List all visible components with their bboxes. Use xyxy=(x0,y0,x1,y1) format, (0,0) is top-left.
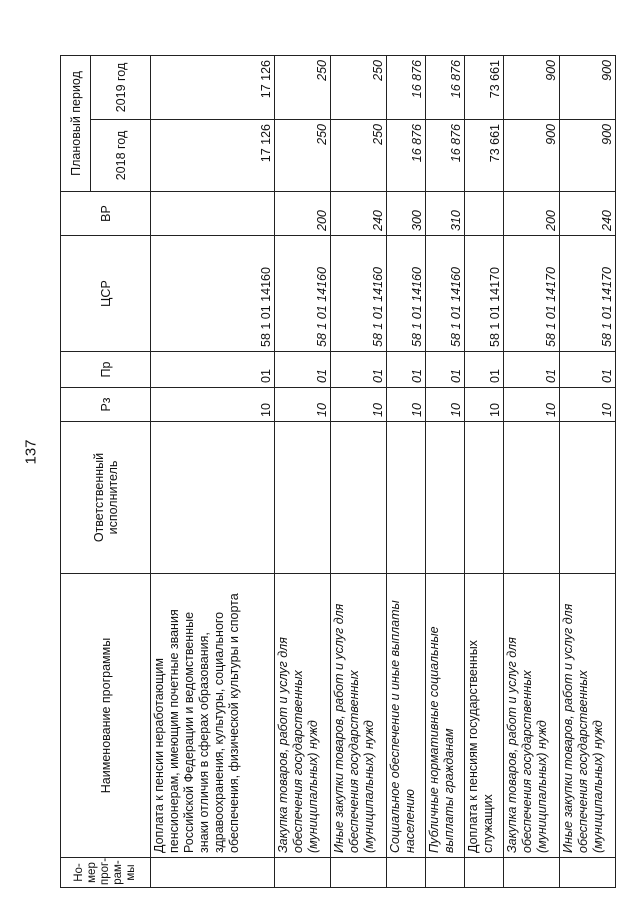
table-row xyxy=(464,55,503,887)
row-csr-cell: 58 1 01 14170 xyxy=(464,236,503,352)
row-vr-cell: 300 xyxy=(387,192,426,236)
row-number-cell xyxy=(464,858,503,888)
row-executor-cell xyxy=(331,422,387,574)
row-pr-cell: 01 xyxy=(387,352,426,388)
row-vr-cell: 310 xyxy=(426,192,465,236)
table-body xyxy=(151,55,616,887)
row-pr-cell: 01 xyxy=(503,352,559,388)
row-name-cell: Иные закупки товаров, работ и услуг для обеспечения государственных (муниципальных) нужд xyxy=(559,574,615,858)
row-2018-cell: 900 xyxy=(503,120,559,192)
row-vr-cell xyxy=(464,192,503,236)
row-2018-cell: 900 xyxy=(559,120,615,192)
row-2019-cell: 900 xyxy=(503,55,559,119)
row-name-cell: Закупка товаров, работ и услуг для обеспечения государственных (муниципальных) нужд xyxy=(503,574,559,858)
row-csr-cell: 58 1 01 14160 xyxy=(387,236,426,352)
header-plan-period: Плановый период xyxy=(61,55,91,191)
row-2019-cell: 16 876 xyxy=(387,55,426,119)
row-csr-cell: 58 1 01 14170 xyxy=(559,236,615,352)
budget-table xyxy=(60,55,616,888)
row-executor-cell xyxy=(387,422,426,574)
row-2018-cell: 17 126 xyxy=(151,120,275,192)
row-pr-cell: 01 xyxy=(151,352,275,388)
row-number-cell xyxy=(275,858,331,888)
row-name-cell: Закупка товаров, работ и услуг для обеспечения государственных (муниципальных) нужд xyxy=(275,574,331,858)
header-pr: Пр xyxy=(61,352,151,388)
row-2018-cell: 16 876 xyxy=(426,120,465,192)
row-pr-cell: 01 xyxy=(426,352,465,388)
row-vr-cell: 240 xyxy=(559,192,615,236)
row-rz-cell: 10 xyxy=(426,388,465,422)
row-pr-cell: 01 xyxy=(331,352,387,388)
row-pr-cell: 01 xyxy=(559,352,615,388)
header-rz: Рз xyxy=(61,388,151,422)
row-name-cell: Доплата к пенсиям государственных служащих xyxy=(464,574,503,858)
row-vr-cell xyxy=(151,192,275,236)
row-name-cell: Иные закупки товаров, работ и услуг для обеспечения государственных (муниципальных) нужд xyxy=(331,574,387,858)
row-rz-cell: 10 xyxy=(275,388,331,422)
row-csr-cell: 58 1 01 14160 xyxy=(426,236,465,352)
row-executor-cell xyxy=(426,422,465,574)
header-program-name: Наименование программы xyxy=(61,574,151,858)
row-number-cell xyxy=(151,858,275,888)
table-row xyxy=(331,55,387,887)
row-rz-cell: 10 xyxy=(464,388,503,422)
row-name-cell: Публичные нормативные социальные выплаты гражданам xyxy=(426,574,465,858)
table-row xyxy=(503,55,559,887)
row-2019-cell: 73 661 xyxy=(464,55,503,119)
row-rz-cell: 10 xyxy=(559,388,615,422)
row-2019-cell: 900 xyxy=(559,55,615,119)
row-number-cell xyxy=(331,858,387,888)
row-2019-cell: 250 xyxy=(275,55,331,119)
row-number-cell xyxy=(426,858,465,888)
row-csr-cell: 58 1 01 14160 xyxy=(275,236,331,352)
row-2019-cell: 17 126 xyxy=(151,55,275,119)
row-vr-cell: 200 xyxy=(503,192,559,236)
header-executor: Ответственный исполнитель xyxy=(61,422,151,574)
row-executor-cell xyxy=(559,422,615,574)
row-vr-cell: 200 xyxy=(275,192,331,236)
header-program-number: Но-мер прог-рам-мы xyxy=(61,858,151,888)
row-number-cell xyxy=(503,858,559,888)
table-row xyxy=(559,55,615,887)
row-rz-cell: 10 xyxy=(331,388,387,422)
row-pr-cell: 01 xyxy=(464,352,503,388)
row-name-cell: Социальное обеспечение и иные выплаты населению xyxy=(387,574,426,858)
row-csr-cell: 58 1 01 14160 xyxy=(151,236,275,352)
row-executor-cell xyxy=(275,422,331,574)
row-2018-cell: 250 xyxy=(331,120,387,192)
row-name-cell: Доплата к пенсии неработающим пенсионерам, имеющим почетные звания Российской Федерации и ведомственные знаки отличия в сферах образования, здравоохранения, культуры, социального обеспечения, физической культуры и спорта xyxy=(151,574,275,858)
row-2018-cell: 250 xyxy=(275,120,331,192)
table-row xyxy=(387,55,426,887)
row-rz-cell: 10 xyxy=(503,388,559,422)
row-csr-cell: 58 1 01 14170 xyxy=(503,236,559,352)
row-csr-cell: 58 1 01 14160 xyxy=(331,236,387,352)
row-rz-cell: 10 xyxy=(387,388,426,422)
row-number-cell xyxy=(559,858,615,888)
row-2018-cell: 16 876 xyxy=(387,120,426,192)
header-year-2019: 2019 год xyxy=(91,55,151,119)
header-vr: ВР xyxy=(61,192,151,236)
row-pr-cell: 01 xyxy=(275,352,331,388)
row-executor-cell xyxy=(151,422,275,574)
row-rz-cell: 10 xyxy=(151,388,275,422)
page-number: 137 xyxy=(22,439,40,465)
header-csr: ЦСР xyxy=(61,236,151,352)
table-row xyxy=(275,55,331,887)
row-executor-cell xyxy=(503,422,559,574)
row-number-cell xyxy=(387,858,426,888)
row-2018-cell: 73 661 xyxy=(464,120,503,192)
row-vr-cell: 240 xyxy=(331,192,387,236)
rotated-table-wrapper xyxy=(60,56,616,888)
table-row xyxy=(426,55,465,887)
row-2019-cell: 250 xyxy=(331,55,387,119)
row-executor-cell xyxy=(464,422,503,574)
table-row xyxy=(151,55,275,887)
header-year-2018: 2018 год xyxy=(91,120,151,192)
row-2019-cell: 16 876 xyxy=(426,55,465,119)
